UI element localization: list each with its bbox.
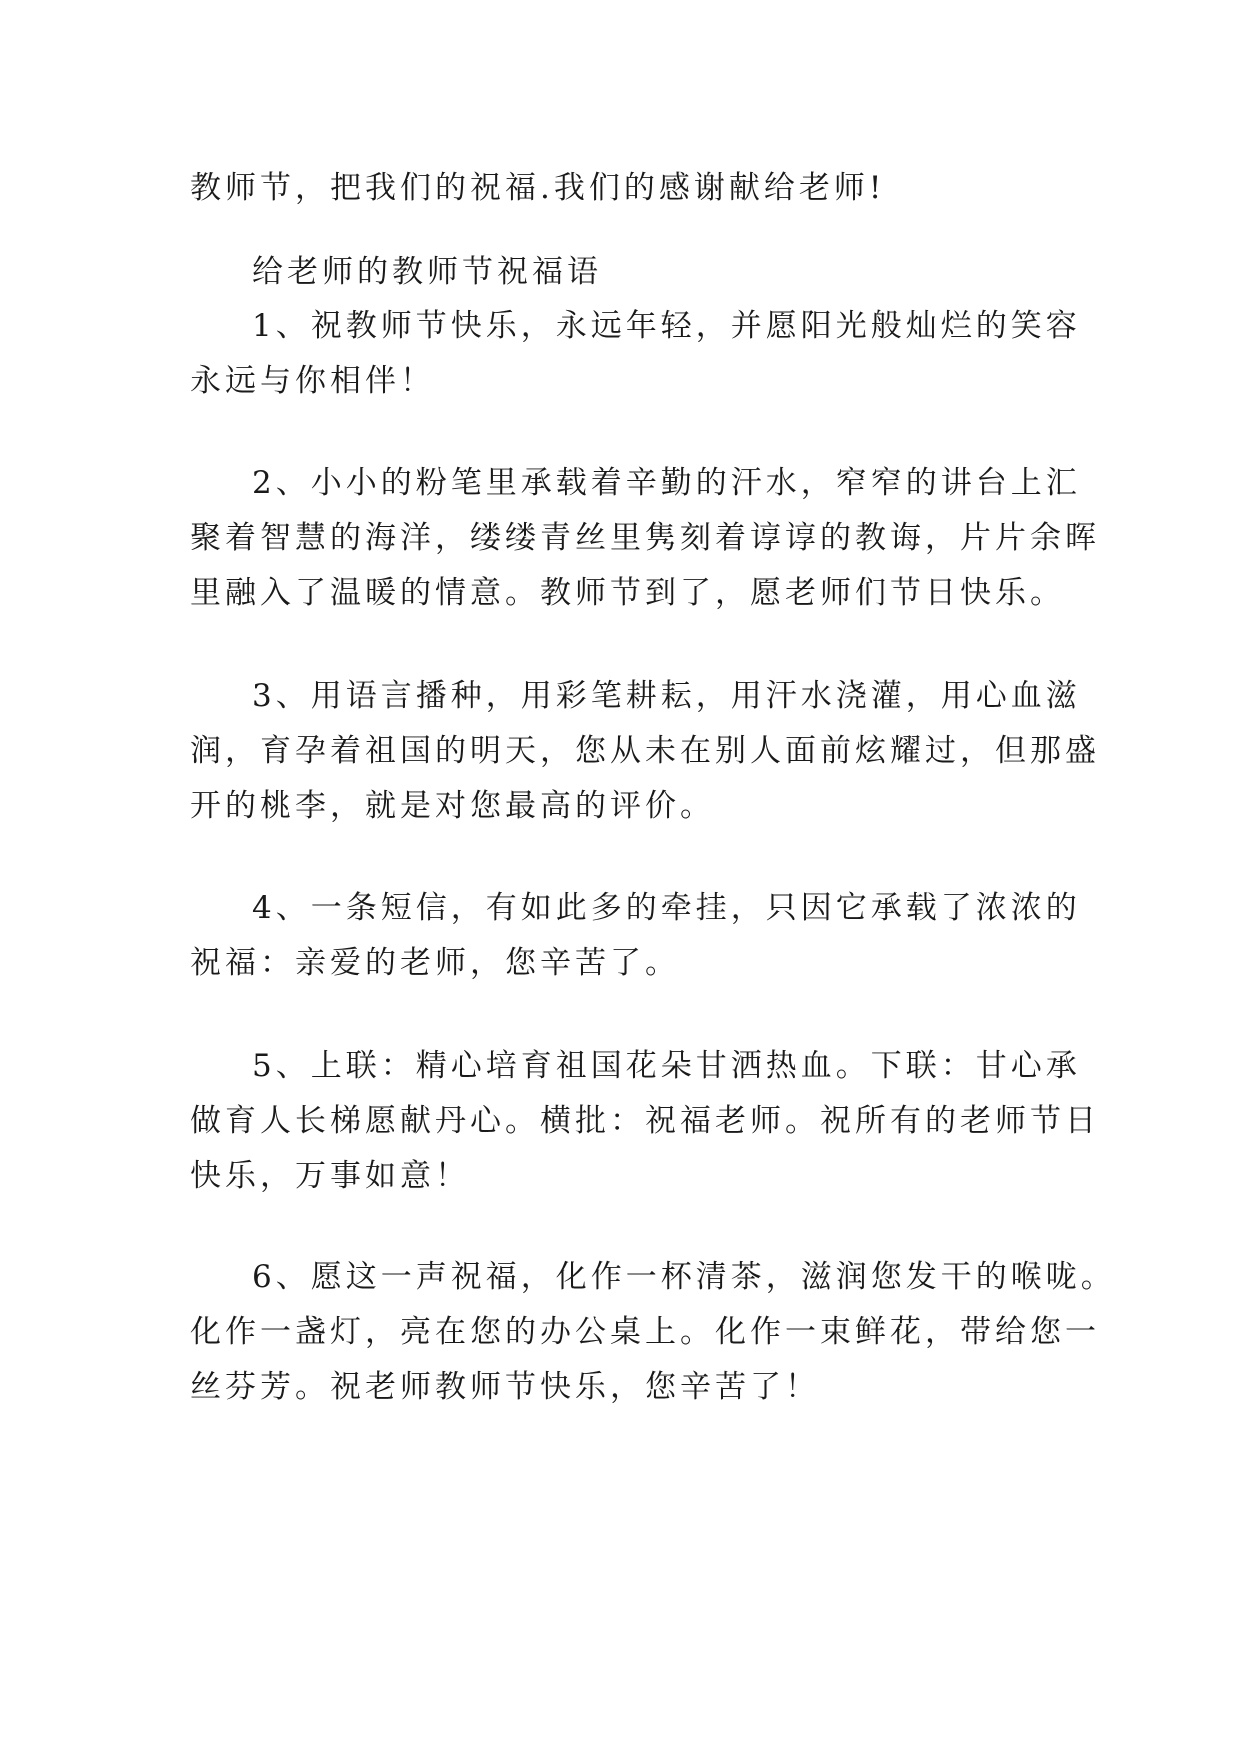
item-5-line-1: 5、上联：精心培育祖国花朵甘洒热血。下联：甘心承 bbox=[252, 1048, 1081, 1084]
intro-line: 教师节，把我们的祝福.我们的感谢献给老师! bbox=[190, 170, 886, 206]
item-3-line-1: 3、用语言播种，用彩笔耕耘，用汗水浇灌，用心血滋 bbox=[252, 678, 1081, 714]
section-heading: 给老师的教师节祝福语 bbox=[252, 254, 602, 290]
item-4-line-2: 祝福：亲爱的老师，您辛苦了。 bbox=[190, 945, 680, 981]
item-1-line-2: 永远与你相伴！ bbox=[190, 363, 435, 399]
item-6-line-3: 丝芬芳。祝老师教师节快乐，您辛苦了！ bbox=[190, 1369, 820, 1405]
item-2-line-3: 里融入了温暖的情意。教师节到了，愿老师们节日快乐。 bbox=[190, 575, 1065, 611]
item-2-line-2: 聚着智慧的海洋，缕缕青丝里隽刻着谆谆的教诲，片片余晖 bbox=[190, 520, 1100, 556]
item-5-line-2: 做育人长梯愿献丹心。横批：祝福老师。祝所有的老师节日 bbox=[190, 1103, 1100, 1139]
item-3-line-3: 开的桃李，就是对您最高的评价。 bbox=[190, 788, 715, 824]
item-1-line-1: 1、祝教师节快乐，永远年轻，并愿阳光般灿烂的笑容 bbox=[252, 308, 1081, 344]
item-6-line-2: 化作一盏灯，亮在您的办公桌上。化作一束鲜花，带给您一 bbox=[190, 1314, 1100, 1350]
item-4-line-1: 4、一条短信，有如此多的牵挂，只因它承载了浓浓的 bbox=[252, 890, 1081, 926]
item-6-line-1: 6、愿这一声祝福，化作一杯清茶，滋润您发干的喉咙。 bbox=[252, 1259, 1116, 1295]
item-5-line-3: 快乐，万事如意！ bbox=[190, 1158, 470, 1194]
item-3-line-2: 润，育孕着祖国的明天，您从未在别人面前炫耀过，但那盛 bbox=[190, 733, 1100, 769]
item-2-line-1: 2、小小的粉笔里承载着辛勤的汗水，窄窄的讲台上汇 bbox=[252, 465, 1081, 501]
